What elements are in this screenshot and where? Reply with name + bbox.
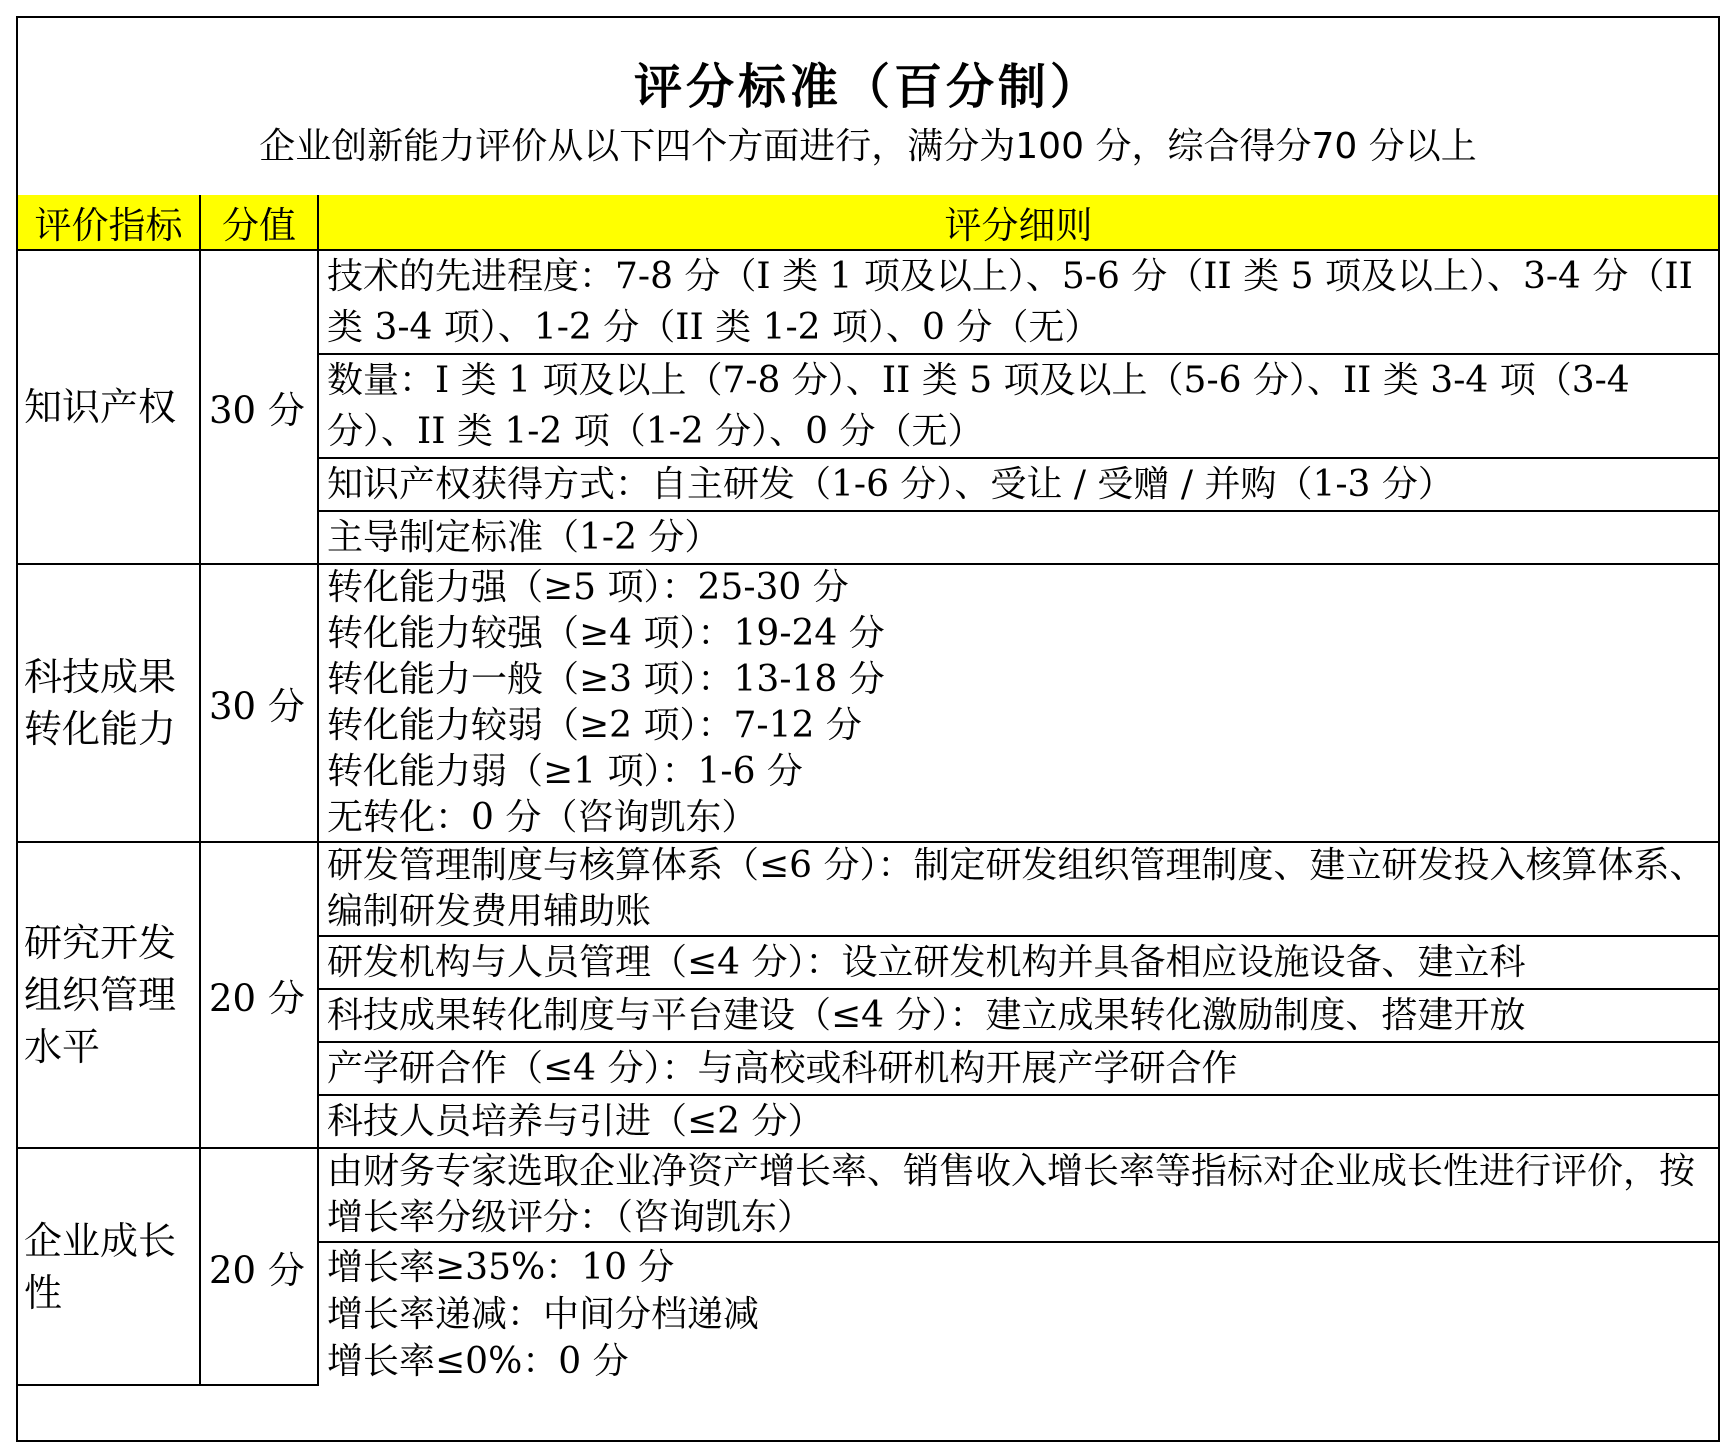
detail-line: 转化能力较弱（≥2 项）：7-12 分 — [327, 705, 862, 746]
indicator-cell: 研究开发组织管理水平 — [18, 842, 200, 1148]
indicator-cell: 科技成果转化能力 — [18, 564, 200, 842]
detail-cell: 知识产权获得方式：自主研发（1-6 分）、受让 / 受赠 / 并购（1-3 分） — [318, 458, 1718, 511]
detail-line: 转化能力强（≥5 项）：25-30 分 — [327, 567, 849, 608]
detail-cell — [318, 564, 1718, 842]
detail-cell: 研发机构与人员管理（≤4 分）：设立研发机构并具备相应设施设备、建立科 — [318, 936, 1718, 989]
page-title: 评分标准（百分制） — [633, 59, 1102, 115]
detail-line: 增长率递减：中间分档递减 — [327, 1293, 760, 1335]
column-header-indicator: 评价指标 — [18, 195, 200, 250]
detail-cell — [318, 1242, 1718, 1385]
detail-cell: 科技人员培养与引进（≤2 分） — [318, 1095, 1718, 1148]
score-cell: 30 分 — [200, 250, 318, 564]
detail-cell: 主导制定标准（1-2 分） — [318, 511, 1718, 564]
detail-cell: 产学研合作（≤4 分）：与高校或科研机构开展产学研合作 — [318, 1042, 1718, 1095]
column-header-score: 分值 — [200, 195, 318, 250]
detail-line: 增长率≤0%：0 分 — [327, 1340, 629, 1382]
table-row — [18, 250, 1718, 354]
detail-cell: 数量：I 类 1 项及以上（7-8 分）、II 类 5 项及以上（5-6 分）、II 类 3-4 项（3-4 分）、II 类 1-2 项（1-2 分）、0 分（无） — [318, 354, 1718, 458]
score-cell: 30 分 — [200, 564, 318, 842]
scoring-sheet — [16, 16, 1720, 1442]
page-subtitle: 企业创新能力评价从以下四个方面进行，满分为100 分，综合得分70 分以上 — [259, 126, 1477, 167]
detail-cell: 研发管理制度与核算体系（≤6 分）：制定研发组织管理制度、建立研发投入核算体系、编制研发费用辅助账 — [318, 842, 1718, 936]
score-cell: 20 分 — [200, 1148, 318, 1385]
table-row — [18, 842, 1718, 936]
indicator-cell: 知识产权 — [18, 250, 200, 564]
detail-cell: 技术的先进程度：7-8 分（I 类 1 项及以上）、5-6 分（II 类 5 项及以上）、3-4 分（II 类 3-4 项）、1-2 分（II 类 1-2 项）、0 分（无） — [318, 250, 1718, 354]
detail-line: 无转化：0 分（咨询凯东） — [327, 797, 758, 838]
table-row — [18, 1148, 1718, 1242]
score-cell: 20 分 — [200, 842, 318, 1148]
table-header-row — [18, 195, 1718, 250]
indicator-cell: 企业成长性 — [18, 1148, 200, 1385]
detail-line: 转化能力弱（≥1 项）：1-6 分 — [327, 751, 803, 792]
detail-line: 转化能力较强（≥4 项）：19-24 分 — [327, 613, 885, 654]
detail-line: 增长率≥35%：10 分 — [327, 1246, 675, 1288]
column-header-details: 评分细则 — [318, 195, 1718, 250]
detail-line: 转化能力一般（≥3 项）：13-18 分 — [327, 659, 885, 700]
detail-cell: 由财务专家选取企业净资产增长率、销售收入增长率等指标对企业成长性进行评价，按增长率分级评分：（咨询凯东） — [318, 1148, 1718, 1242]
scoring-table — [18, 195, 1718, 1386]
detail-cell: 科技成果转化制度与平台建设（≤4 分）：建立成果转化激励制度、搭建开放 — [318, 989, 1718, 1042]
sheet-header — [18, 18, 1718, 197]
table-row — [18, 564, 1718, 842]
